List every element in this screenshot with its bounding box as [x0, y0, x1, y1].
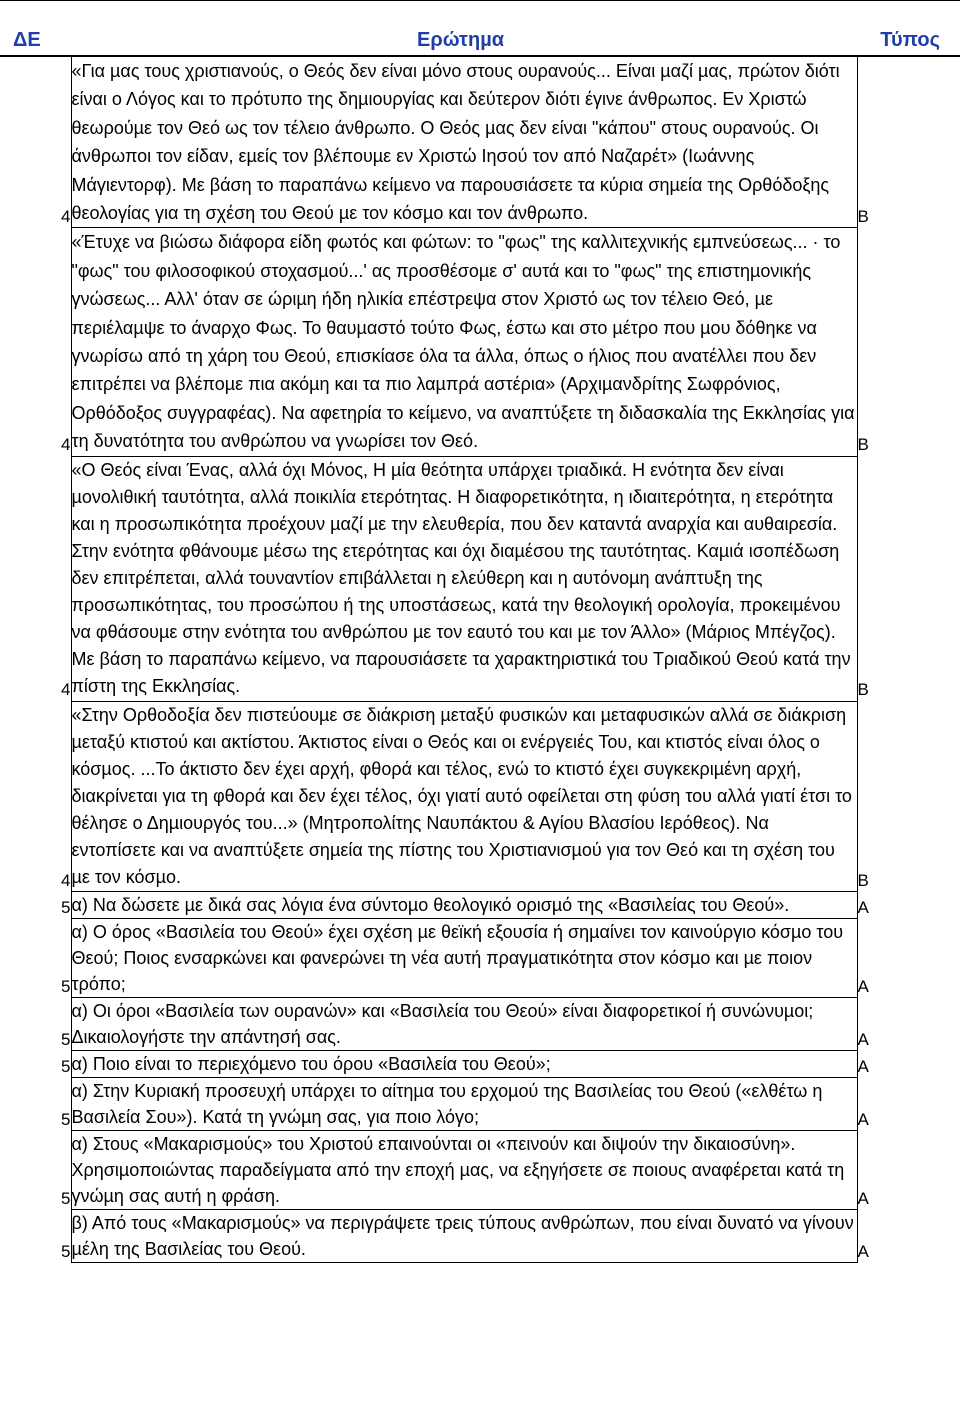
- type-cell: Β: [857, 206, 869, 226]
- type-cell: Β: [857, 870, 869, 890]
- de-cell: 5: [61, 897, 71, 917]
- type-cell: Β: [857, 680, 869, 700]
- table-row: [0, 1131, 960, 1210]
- question-cell: α) Στην Κυριακή προσευχή υπάρχει το αίτηµα του ερχοµού της Βασιλείας του Θεού («ελθέτω η Βασιλεία Σου»). Κατά τη γνώµη σας, για ποιο λόγο;: [71, 1078, 857, 1131]
- de-cell: 4: [61, 680, 71, 700]
- table-row: [0, 228, 960, 456]
- type-cell: Α: [857, 1029, 869, 1049]
- question-cell: «Ο Θεός είναι Ένας, αλλά όχι Μόνος, Η µία θεότητα υπάρχει τριαδικά. Η ενότητα δεν είναι µονολιθική ταυτότητα, αλλά ποικιλία ετερότητας. Η διαφορετικότητα, η ιδιαιτερότητα, η ετερότητα και η προσωπικότητα προέχουν µαζί µε την ελευθερία, που δεν καταντά αναρχία και αυθαιρεσία. Στην ενότητα φθάνουµε µέσω της ετερότητας και όχι διαµέσου της ταυτότητας. Καµιά ισοπέδωση δεν επιτρέπεται, αλλά τουναντίον επιβάλλεται η ελεύθερη και η αυτόνοµη ανάπτυξη της προσωπικότητας, του προσώπου ή της υποστάσεως, κατά την θεολογική ορολογία, προκειµένου να φθάσουµε στην ενότητα του ανθρώπου µε τον εαυτό του και µε τον Άλλο» (Μάριος Μπέγζος). Με βάση το παραπάνω κείµενο, να παρουσιάσετε τα χαρακτηριστικά του Τριαδικού Θεού κατά την πίστη της Εκκλησίας.: [71, 456, 857, 701]
- type-cell: Α: [857, 1241, 869, 1261]
- table-row: [0, 57, 960, 228]
- type-cell: Α: [857, 1188, 869, 1208]
- column-header-de: ΔΕ: [13, 29, 41, 51]
- question-cell: «Έτυχε να βιώσω διάφορα είδη φωτός και φώτων: το "φως" της καλλιτεχνικής εµπνεύσεως... · το "φως" του φιλοσοφικού στοχασµού...' ας προσθέσοµε σ' αυτά και το "φως" της επιστηµονικής γνώσεως... Αλλ' όταν σε ώριµη ήδη ηλικία επέστρεψα στον Χριστό ως τον τέλειο Θεό, µε περιέλαµψε το άναρχο Φως. Το θαυµαστό τούτο Φως, έστω και στο µέτρο που µου δόθηκε να γνωρίσω από τη χάρη του Θεού, επισκίασε όλα τα άλλα, όπως ο ήλιος που ανατέλλει που δεν επιτρέπει να βλέποµε πια ακόµη και τα πιο λαµπρά αστέρια» (Αρχιµανδρίτης Σωφρόνιος, Ορθόδοξος συγγραφέας). Να αφετηρία το κείµενο, να αναπτύξετε τη διδασκαλία της Εκκλησίας για τη δυνατότητα του ανθρώπου να γνωρίσει τον Θεό.: [71, 228, 857, 456]
- table-row: [0, 456, 960, 701]
- table-row: [0, 701, 960, 892]
- question-cell: α) Οι όροι «Βασιλεία των ουρανών» και «Βασιλεία του Θεού» είναι διαφορετικοί ή συνώνυµοι; Δικαιολογήστε την απάντησή σας.: [71, 998, 857, 1051]
- questions-table: [0, 57, 960, 1263]
- type-cell: Β: [857, 435, 869, 455]
- type-cell: Α: [857, 1109, 869, 1129]
- question-cell: α) Να δώσετε µε δικά σας λόγια ένα σύντοµο θεολογικό ορισµό της «Βασιλείας του Θεού».: [71, 892, 857, 919]
- question-cell: β) Από τους «Μακαρισµούς» να περιγράψετε τρεις τύπους ανθρώπων, που είναι δυνατό να γίνουν µέλη της Βασιλείας του Θεού.: [71, 1210, 857, 1263]
- table-row: [0, 892, 960, 919]
- column-header-question: Ερώτηµα: [417, 29, 505, 51]
- column-header-type: Τύπος: [880, 29, 940, 51]
- question-cell: α) Ποιο είναι το περιεχόµενο του όρου «Βασιλεία του Θεού»;: [71, 1051, 857, 1078]
- table-row: [0, 1078, 960, 1131]
- table-row: [0, 919, 960, 998]
- question-cell: α) Ο όρος «Βασιλεία του Θεού» έχει σχέση µε θεϊκή εξουσία ή σηµαίνει τον καινούργιο κόσµο του Θεού; Ποιος ενσαρκώνει και φανερώνει τη νέα αυτή πραγµατικότητα στον κόσµο και µε ποιον τρόπο;: [71, 919, 857, 998]
- de-cell: 5: [61, 1241, 71, 1261]
- de-cell: 4: [61, 206, 71, 226]
- table-row: [0, 1210, 960, 1263]
- table-row: [0, 998, 960, 1051]
- de-cell: 4: [61, 870, 71, 890]
- type-cell: Α: [857, 897, 869, 917]
- table-row: [0, 1051, 960, 1078]
- question-cell: «Στην Ορθοδοξία δεν πιστεύουµε σε διάκριση µεταξύ φυσικών και µεταφυσικών αλλά σε διάκριση µεταξύ κτιστού και ακτίστου. Άκτιστος είναι ο Θεός και οι ενέργειές Του, και κτιστός είναι όλος ο κόσµος. ...Το άκτιστο δεν έχει αρχή, φθορά και τέλος, ενώ το κτιστό έχει συγκεκριµένη αρχή, διακρίνεται για τη φθορά και δεν έχει τέλος, όχι γιατί αυτό οφείλεται στη φύση του αλλά γιατί έτσι το θέλησε ο Δηµιουργός του...» (Μητροπολίτης Ναυπάκτου & Αγίου Βλασίου Ιερόθεος). Να εντοπίσετε και να αναπτύξετε σηµεία της πίστης του Χριστιανισµού για τον Θεό και τη σχέση του µε τον κόσµο.: [71, 701, 857, 892]
- de-cell: 5: [61, 1188, 71, 1208]
- type-cell: Α: [857, 1056, 869, 1076]
- de-cell: 5: [61, 1056, 71, 1076]
- table-header: [0, 0, 960, 57]
- type-cell: Α: [857, 976, 869, 996]
- de-cell: 5: [61, 1029, 71, 1049]
- question-cell: α) Στους «Μακαρισµούς» του Χριστού επαινούνται οι «πεινούν και διψούν την δικαιοσύνη». Χρησιµοποιώντας παραδείγµατα από την εποχή µας, να εξηγήσετε σε ποιους αναφέρεται κατά τη γνώµη σας αυτή η φράση.: [71, 1131, 857, 1210]
- de-cell: 5: [61, 1109, 71, 1129]
- de-cell: 5: [61, 976, 71, 996]
- question-cell: «Για µας τους χριστιανούς, ο Θεός δεν είναι µόνο στους ουρανούς... Είναι µαζί µας, πρώτον διότι είναι ο Λόγος και το πρότυπο της δηµιουργίας και δεύτερον διότι έγινε άνθρωπος. Εν Χριστώ θεωρούµε τον Θεό ως τον τέλειο άνθρωπο. Ο Θεός µας δεν είναι "κάπου" στους ουρανούς. Οι άνθρωποι τον είδαν, εµείς τον βλέπουµε εν Χριστώ Ιησού τον από Ναζαρέτ» (Ιωάννης Μάγιεντορφ). Με βάση το παραπάνω κείµενο να παρουσιάσετε τα κύρια σηµεία της Ορθόδοξης θεολογίας για τη σχέση του Θεού µε τον κόσµο και τον άνθρωπο.: [71, 57, 857, 228]
- de-cell: 4: [61, 435, 71, 455]
